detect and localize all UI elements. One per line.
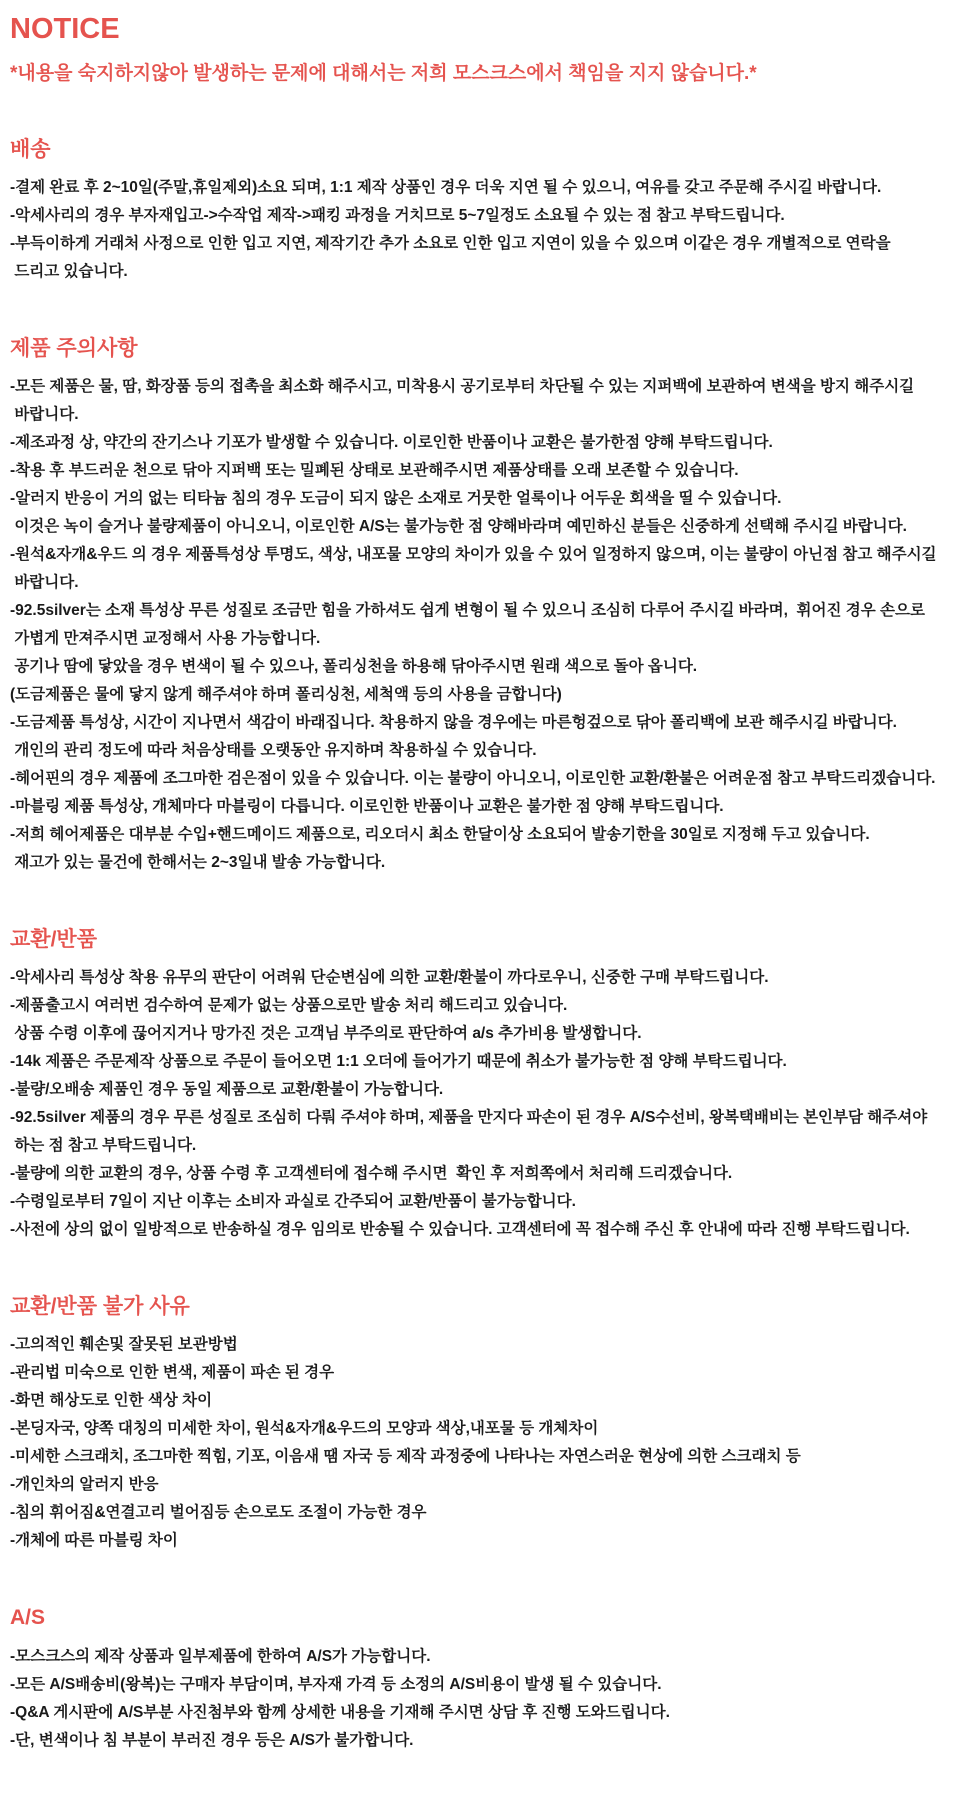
section-shipping	[10, 137, 950, 286]
notice-line: -결제 완료 후 2~10일(주말,휴일제외)소요 되며, 1:1 제작 상품인 경우 더욱 지연 될 수 있으니, 여유를 갖고 주문해 주시길 바랍니다.	[10, 178, 882, 196]
section-title-shipping: 배송	[10, 137, 51, 161]
notice-line: -저희 헤어제품은 대부분 수입+핸드메이드 제품으로, 리오더시 최소 한달이상 소요되어 발송기한을 30일로 지정해 두고 있습니다.	[10, 825, 870, 843]
notice-line: 이것은 녹이 슬거나 불량제품이 아니오니, 이로인한 A/S는 불가능한 점 양해바라며 예민하신 분들은 신중하게 선택해 주시길 바랍니다.	[10, 517, 907, 535]
notice-line: 하는 점 참고 부탁드립니다.	[10, 1137, 197, 1155]
notice-line: -관리법 미숙으로 인한 변색, 제품이 파손 된 경우	[10, 1364, 335, 1382]
notice-line: -미세한 스크래치, 조그마한 찍힘, 기포, 이음새 땜 자국 등 제작 과정중에 나타나는 자연스러운 현상에 의한 스크래치 등	[10, 1448, 801, 1466]
notice-line: -착용 후 부드러운 천으로 닦아 지퍼백 또는 밀폐된 상태로 보관해주시면 제품상태를 오래 보존할 수 있습니다.	[10, 461, 739, 479]
notice-line: -도금제품 특성상, 시간이 지나면서 색감이 바래집니다. 착용하지 않을 경우에는 마른헝겊으로 닦아 폴리백에 보관 해주시길 바랍니다.	[10, 713, 897, 731]
notice-line: -14k 제품은 주문제작 상품으로 주문이 들어오면 1:1 오더에 들어가기 때문에 취소가 불가능한 점 양해 부탁드립니다.	[10, 1053, 787, 1071]
notice-line: -92.5silver는 소재 특성상 무른 성질로 조금만 힘을 가하셔도 쉽게 변형이 될 수 있으니 조심히 다루어 주시길 바라며, 휘어진 경우 손으로	[10, 601, 925, 619]
notice-line: (도금제품은 물에 닿지 않게 해주셔야 하며 폴리싱천, 세척액 등의 사용을 금합니다)	[10, 685, 562, 703]
notice-line: -모스크스의 제작 상품과 일부제품에 한하여 A/S가 가능합니다.	[10, 1647, 431, 1665]
section-exchange-return	[10, 927, 950, 1244]
section-product-precautions	[10, 336, 950, 877]
notice-line: -악세사리의 경우 부자재입고->수작업 제작->패킹 과정을 거치므로 5~7일정도 소요될 수 있는 점 참고 부탁드립니다.	[10, 206, 785, 224]
notice-line: -개체에 따른 마블링 차이	[10, 1532, 178, 1550]
notice-line: -개인차의 알러지 반응	[10, 1476, 159, 1494]
notice-line: -모든 A/S배송비(왕복)는 구매자 부담이며, 부자재 가격 등 소정의 A/S비용이 발생 될 수 있습니다.	[10, 1675, 662, 1693]
section-title-no-exchange-reasons: 교환/반품 불가 사유	[10, 1295, 190, 1319]
notice-line: -악세사리 특성상 착용 유무의 판단이 어려워 단순변심에 의한 교환/환불이 까다로우니, 신중한 구매 부탁드립니다.	[10, 969, 769, 987]
notice-line: -원석&자개&우드 의 경우 제품특성상 투명도, 색상, 내포물 모양의 차이가 있을 수 있어 일정하지 않으며, 이는 불량이 아닌점 참고 해주시길	[10, 545, 937, 563]
notice-sections	[10, 137, 950, 1755]
notice-line: 가볍게 만져주시면 교정해서 사용 가능합니다.	[10, 629, 321, 647]
notice-line: -알러지 반응이 거의 없는 티타늄 침의 경우 도금이 되지 않은 소재로 거뭇한 얼룩이나 어두운 회색을 띨 수 있습니다.	[10, 489, 782, 507]
notice-line: -침의 휘어짐&연결고리 벌어짐등 손으로도 조절이 가능한 경우	[10, 1504, 427, 1522]
notice-line: -본딩자국, 양쪽 대칭의 미세한 차이, 원석&자개&우드의 모양과 색상,내포물 등 개체차이	[10, 1420, 599, 1438]
notice-line: -사전에 상의 없이 일방적으로 반송하실 경우 임의로 반송될 수 있습니다. 고객센터에 꼭 접수해 주신 후 안내에 따라 진행 부탁드립니다.	[10, 1221, 910, 1239]
section-after-service	[10, 1605, 950, 1754]
notice-line: 재고가 있는 물건에 한해서는 2~3일내 발송 가능합니다.	[10, 853, 386, 871]
notice-line: 바랍니다.	[10, 573, 79, 591]
notice-line: 바랍니다.	[10, 405, 79, 423]
notice-line: -Q&A 게시판에 A/S부분 사진첨부와 함께 상세한 내용을 기재해 주시면 상담 후 진행 도와드립니다.	[10, 1703, 670, 1721]
page-title: NOTICE	[10, 13, 120, 45]
notice-line: -마블링 제품 특성상, 개체마다 마블링이 다릅니다. 이로인한 반품이나 교환은 불가한 점 양해 부탁드립니다.	[10, 797, 724, 815]
notice-line: -화면 해상도로 인한 색상 차이	[10, 1392, 213, 1410]
notice-line: 드리고 있습니다.	[10, 262, 128, 280]
section-no-exchange-reasons	[10, 1294, 950, 1555]
notice-line: -모든 제품은 물, 땀, 화장품 등의 접촉을 최소화 해주시고, 미착용시 공기로부터 차단될 수 있는 지퍼백에 보관하여 변색을 방지 해주시길	[10, 377, 915, 395]
notice-line: -불량에 의한 교환의 경우, 상품 수령 후 고객센터에 접수해 주시면 확인 후 저희쪽에서 처리해 드리겠습니다.	[10, 1165, 733, 1183]
notice-line: 개인의 관리 정도에 따라 처음상태를 오랫동안 유지하며 착용하실 수 있습니다.	[10, 741, 537, 759]
section-title-product-precautions: 제품 주의사항	[10, 336, 138, 360]
notice-line: -단, 변색이나 침 부분이 부러진 경우 등은 A/S가 불가합니다.	[10, 1731, 414, 1749]
notice-line: -제조과정 상, 약간의 잔기스나 기포가 발생할 수 있습니다. 이로인한 반품이나 교환은 불가한점 양해 부탁드립니다.	[10, 433, 773, 451]
section-title-after-service: A/S	[10, 1606, 46, 1630]
notice-line: -부득이하게 거래처 사정으로 인한 입고 지연, 제작기간 추가 소요로 인한 입고 지연이 있을 수 있으며 이같은 경우 개별적으로 연락을	[10, 234, 891, 252]
page-subtitle: *내용을 숙지하지않아 발생하는 문제에 대해서는 저희 모스크스에서 책임을 지지 않습니다.*	[10, 62, 757, 84]
notice-line: -불량/오배송 제품인 경우 동일 제품으로 교환/환불이 가능합니다.	[10, 1081, 444, 1099]
notice-line: 상품 수령 이후에 끊어지거나 망가진 것은 고객님 부주의로 판단하여 a/s 추가비용 발생합니다.	[10, 1025, 642, 1043]
notice-line: 공기나 땀에 닿았을 경우 변색이 될 수 있으나, 폴리싱천을 하용해 닦아주시면 원래 색으로 돌아 옵니다.	[10, 657, 698, 675]
notice-line: -92.5silver 제품의 경우 무른 성질로 조심히 다뤄 주셔야 하며, 제품을 만지다 파손이 된 경우 A/S수선비, 왕복택배비는 본인부담 해주셔야	[10, 1109, 928, 1127]
notice-line: -제품출고시 여러번 검수하여 문제가 없는 상품으로만 발송 처리 해드리고 있습니다.	[10, 997, 568, 1015]
notice-line: -수령일로부터 7일이 지난 이후는 소비자 과실로 간주되어 교환/반품이 불가능합니다.	[10, 1193, 576, 1211]
notice-line: -고의적인 훼손및 잘못된 보관방법	[10, 1336, 238, 1354]
section-title-exchange-return: 교환/반품	[10, 927, 97, 951]
notice-line: -헤어핀의 경우 제품에 조그마한 검은점이 있을 수 있습니다. 이는 불량이 아니오니, 이로인한 교환/환불은 어려운점 참고 부탁드리겠습니다.	[10, 769, 936, 787]
